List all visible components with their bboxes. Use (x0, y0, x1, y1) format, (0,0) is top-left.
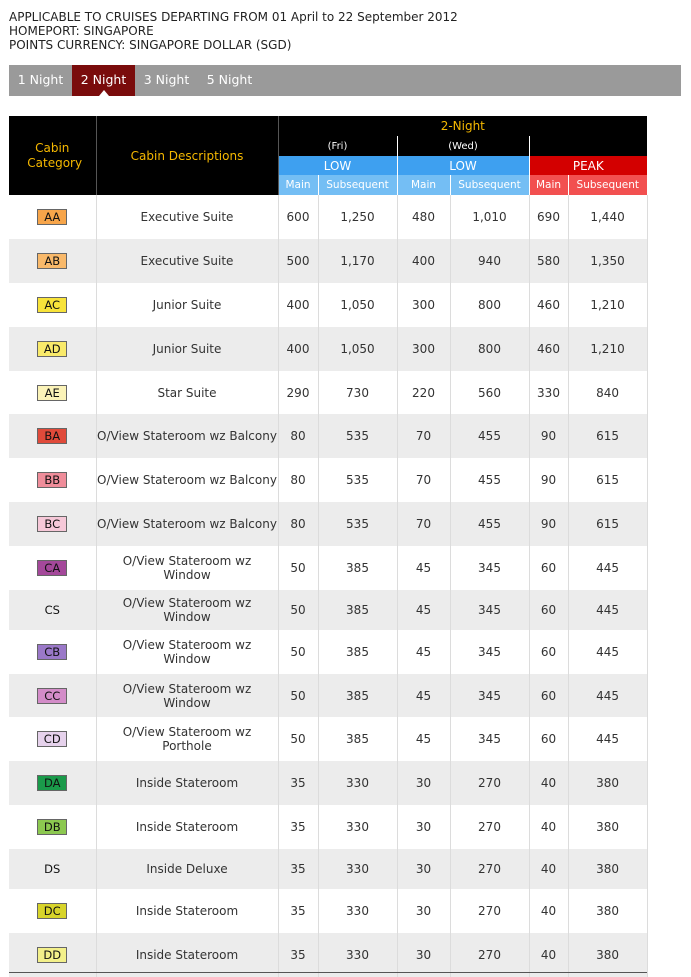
subsequent-points-cell: 535 (318, 458, 397, 502)
main-points-cell: 50 (278, 546, 318, 590)
subsequent-points-cell: 455 (450, 458, 529, 502)
main-header: Main (529, 175, 568, 195)
subsequent-points-cell: 1,010 (450, 195, 529, 239)
main-points-cell: 40 (529, 889, 568, 933)
subsequent-header: Subsequent (318, 175, 397, 195)
main-points-cell: 35 (278, 889, 318, 933)
main-points-cell: 90 (529, 458, 568, 502)
subsequent-points-cell: 1,250 (318, 195, 397, 239)
cabin-code-cell (9, 889, 96, 933)
main-points-cell: 40 (529, 761, 568, 805)
main-points-cell: 460 (529, 327, 568, 371)
main-points-cell: 690 (529, 195, 568, 239)
cabin-code-cell (9, 546, 96, 590)
cabin-description: O/View Stateroom wz Balcony (97, 429, 277, 443)
subsequent-points-cell: 345 (450, 717, 529, 761)
subsequent-points-cell: 330 (318, 933, 397, 977)
tab-3-night[interactable]: 3 Night (143, 72, 190, 87)
main-points-cell: 30 (397, 933, 450, 977)
cabin-code-cell (9, 458, 96, 502)
cabin-code-cell (9, 590, 96, 630)
day-blank-header (529, 136, 647, 156)
cabin-code-badge: AE (37, 385, 67, 401)
table-bottom-border (9, 972, 647, 973)
cabin-description-cell (96, 933, 278, 977)
subsequent-points-cell: 270 (450, 889, 529, 933)
cabin-category-label: Cabin Category (27, 140, 83, 170)
subsequent-points-cell: 380 (568, 761, 647, 805)
cabin-code-cell (9, 502, 96, 546)
cabin-description-cell (96, 717, 278, 761)
subsequent-points-cell: 535 (318, 502, 397, 546)
main-points-cell: 580 (529, 239, 568, 283)
subsequent-points-cell: 270 (450, 849, 529, 889)
cabin-code-badge: CB (37, 644, 67, 660)
day-fri-header: (Fri) (278, 136, 397, 156)
main-points-cell: 80 (278, 414, 318, 458)
cabin-description-cell (96, 458, 278, 502)
cabin-code-badge: AD (37, 341, 67, 357)
cabin-code-cell (9, 371, 96, 414)
main-points-cell: 300 (397, 283, 450, 327)
main-points-cell: 80 (278, 458, 318, 502)
cabin-code-badge: AA (37, 209, 67, 225)
subsequent-points-cell: 445 (568, 630, 647, 674)
table-row (9, 805, 647, 849)
main-points-cell: 600 (278, 195, 318, 239)
subsequent-points-cell: 800 (450, 327, 529, 371)
main-points-cell: 35 (278, 849, 318, 889)
cabin-code-cell (9, 717, 96, 761)
cabin-description: Star Suite (157, 385, 217, 400)
night-tabs (9, 65, 681, 96)
cabin-description-cell (96, 761, 278, 805)
subsequent-points-cell: 385 (318, 674, 397, 717)
table-row (9, 933, 647, 977)
main-points-cell: 45 (397, 674, 450, 717)
cabin-code-cell (9, 283, 96, 327)
subsequent-points-cell: 1,170 (318, 239, 397, 283)
cabin-description: Inside Stateroom (135, 776, 239, 790)
table-row (9, 502, 647, 546)
table-row (9, 674, 647, 717)
main-points-cell: 500 (278, 239, 318, 283)
cabin-description-cell (96, 630, 278, 674)
table-row (9, 195, 647, 239)
subsequent-points-cell: 1,210 (568, 283, 647, 327)
table-row (9, 371, 647, 414)
main-points-cell: 70 (397, 414, 450, 458)
subsequent-points-cell: 615 (568, 502, 647, 546)
cabin-code-cell (9, 630, 96, 674)
subsequent-points-cell: 940 (450, 239, 529, 283)
cabin-code-badge: BB (37, 472, 67, 488)
cabin-description-cell (96, 805, 278, 849)
homeport-text: HOMEPORT: SINGAPORE (9, 24, 154, 38)
table-row (9, 414, 647, 458)
main-points-cell: 35 (278, 805, 318, 849)
subsequent-points-cell: 535 (318, 414, 397, 458)
main-points-cell: 40 (529, 805, 568, 849)
cabin-description: O/View Stateroom wz Window (122, 596, 252, 624)
cabin-code-badge: DC (37, 903, 67, 919)
cabin-description-cell (96, 674, 278, 717)
subsequent-points-cell: 330 (318, 889, 397, 933)
subsequent-points-cell: 560 (450, 371, 529, 414)
main-points-cell: 50 (278, 590, 318, 630)
cabin-code-cell (9, 414, 96, 458)
cabin-description-cell (96, 502, 278, 546)
tab-5-night[interactable]: 5 Night (206, 72, 253, 87)
cabin-code-badge: CC (37, 688, 67, 704)
main-points-cell: 90 (529, 502, 568, 546)
cabin-code-badge: DB (37, 819, 67, 835)
main-points-cell: 30 (397, 889, 450, 933)
subsequent-points-cell: 1,050 (318, 283, 397, 327)
cabin-code-badge: AC (37, 297, 67, 313)
cabin-description-cell (96, 590, 278, 630)
main-points-cell: 30 (397, 849, 450, 889)
main-points-cell: 480 (397, 195, 450, 239)
subsequent-points-cell: 270 (450, 933, 529, 977)
main-points-cell: 460 (529, 283, 568, 327)
season-low-header-1: LOW (278, 156, 397, 175)
subsequent-points-cell: 385 (318, 546, 397, 590)
table-row (9, 630, 647, 674)
cabin-code-cell (9, 239, 96, 283)
subsequent-header: Subsequent (450, 175, 529, 195)
main-points-cell: 300 (397, 327, 450, 371)
cabin-description-cell (96, 849, 278, 889)
main-points-cell: 40 (529, 849, 568, 889)
cabin-code-cell (9, 849, 96, 889)
subsequent-points-cell: 385 (318, 590, 397, 630)
tab-1-night[interactable]: 1 Night (17, 72, 64, 87)
cabin-description: O/View Stateroom wz Balcony (97, 517, 277, 531)
cabin-description-cell (96, 283, 278, 327)
cabin-description-cell (96, 414, 278, 458)
pricing-table (9, 116, 648, 977)
table-row (9, 590, 647, 630)
subsequent-points-cell: 615 (568, 458, 647, 502)
cabin-description: Inside Stateroom (135, 948, 239, 962)
cabin-description: Junior Suite (152, 342, 222, 356)
main-header: Main (278, 175, 318, 195)
day-wed-header: (Wed) (397, 136, 529, 156)
cabin-code-badge: DA (37, 775, 67, 791)
main-points-cell: 50 (278, 674, 318, 717)
table-row (9, 717, 647, 761)
main-points-cell: 80 (278, 502, 318, 546)
main-points-cell: 35 (278, 933, 318, 977)
subsequent-points-cell: 330 (318, 761, 397, 805)
main-points-cell: 45 (397, 717, 450, 761)
main-points-cell: 70 (397, 458, 450, 502)
main-points-cell: 60 (529, 546, 568, 590)
table-row (9, 889, 647, 933)
main-points-cell: 400 (278, 283, 318, 327)
cabin-description: Executive Suite (140, 254, 234, 268)
cabin-description: O/View Stateroom wz Window (122, 681, 252, 710)
cabin-description-cell (96, 195, 278, 239)
cabin-description: Inside Stateroom (135, 820, 239, 834)
subsequent-points-cell: 345 (450, 674, 529, 717)
cabin-category-header (9, 116, 96, 195)
table-row (9, 458, 647, 502)
main-header: Main (397, 175, 450, 195)
subsequent-points-cell: 730 (318, 371, 397, 414)
main-points-cell: 35 (278, 761, 318, 805)
subsequent-points-cell: 380 (568, 849, 647, 889)
subsequent-points-cell: 270 (450, 761, 529, 805)
cabin-description: Inside Stateroom (135, 904, 239, 918)
table-row (9, 546, 647, 590)
cruise-info (9, 10, 458, 52)
table-row (9, 849, 647, 889)
subsequent-points-cell: 345 (450, 590, 529, 630)
main-points-cell: 40 (529, 933, 568, 977)
table-body (9, 195, 647, 977)
main-points-cell: 50 (278, 630, 318, 674)
cabin-code-cell (9, 805, 96, 849)
subsequent-points-cell: 380 (568, 805, 647, 849)
subsequent-points-cell: 1,050 (318, 327, 397, 371)
cabin-description: Executive Suite (140, 210, 234, 224)
table-header (9, 116, 647, 195)
table-row (9, 761, 647, 805)
cabin-code-badge: CD (37, 731, 67, 747)
cabin-code-badge: BA (37, 428, 67, 444)
subsequent-points-cell: 1,210 (568, 327, 647, 371)
main-points-cell: 30 (397, 761, 450, 805)
season-peak-header: PEAK (529, 156, 647, 175)
cabin-code-cell (9, 933, 96, 977)
subsequent-points-cell: 270 (450, 805, 529, 849)
tab-2-night[interactable]: 2 Night (72, 65, 135, 96)
cabin-description: O/View Stateroom wz Porthole (122, 725, 252, 753)
main-points-cell: 60 (529, 674, 568, 717)
cabin-code-cell (9, 674, 96, 717)
subsequent-points-cell: 380 (568, 889, 647, 933)
subsequent-points-cell: 1,440 (568, 195, 647, 239)
cabin-code-cell (9, 761, 96, 805)
cabin-description: O/View Stateroom wz Balcony (97, 473, 277, 487)
cabin-description: Junior Suite (152, 298, 222, 312)
main-points-cell: 45 (397, 546, 450, 590)
points-currency-text: POINTS CURRENCY: SINGAPORE DOLLAR (SGD) (9, 38, 292, 52)
table-row (9, 283, 647, 327)
cabin-descriptions-header: Cabin Descriptions (96, 116, 278, 195)
subsequent-points-cell: 445 (568, 674, 647, 717)
main-points-cell: 400 (397, 239, 450, 283)
cabin-code-badge: DD (37, 947, 67, 963)
main-points-cell: 30 (397, 805, 450, 849)
main-points-cell: 50 (278, 717, 318, 761)
main-points-cell: 70 (397, 502, 450, 546)
cabin-description-cell (96, 327, 278, 371)
cabin-description-cell (96, 889, 278, 933)
main-points-cell: 60 (529, 717, 568, 761)
subsequent-points-cell: 385 (318, 630, 397, 674)
subsequent-points-cell: 455 (450, 414, 529, 458)
cabin-code-cell (9, 327, 96, 371)
subsequent-points-cell: 445 (568, 717, 647, 761)
main-points-cell: 330 (529, 371, 568, 414)
cabin-code-badge: BC (37, 516, 67, 532)
main-points-cell: 60 (529, 630, 568, 674)
main-points-cell: 45 (397, 590, 450, 630)
subsequent-points-cell: 840 (568, 371, 647, 414)
cabin-code-badge: CA (37, 560, 67, 576)
subsequent-points-cell: 345 (450, 546, 529, 590)
two-night-header: 2-Night (278, 116, 647, 136)
cabin-description: Inside Deluxe (146, 862, 228, 876)
season-low-header-2: LOW (397, 156, 529, 175)
main-points-cell: 60 (529, 590, 568, 630)
main-points-cell: 290 (278, 371, 318, 414)
cabin-description: O/View Stateroom wz Window (122, 638, 252, 666)
subsequent-points-cell: 385 (318, 717, 397, 761)
cabin-description-cell (96, 239, 278, 283)
table-row (9, 239, 647, 283)
subsequent-points-cell: 345 (450, 630, 529, 674)
subsequent-points-cell: 800 (450, 283, 529, 327)
main-points-cell: 90 (529, 414, 568, 458)
subsequent-points-cell: 1,350 (568, 239, 647, 283)
cabin-description-cell (96, 546, 278, 590)
cabin-code-badge: CS (44, 603, 60, 617)
cabin-code-badge: DS (44, 862, 61, 876)
subsequent-points-cell: 330 (318, 805, 397, 849)
subsequent-points-cell: 455 (450, 502, 529, 546)
subsequent-points-cell: 615 (568, 414, 647, 458)
cabin-description: O/View Stateroom wz Window (122, 554, 252, 582)
cabin-description-cell (96, 371, 278, 414)
applicable-dates-text: APPLICABLE TO CRUISES DEPARTING FROM 01 April to 22 September 2012 (9, 10, 458, 24)
table-row (9, 327, 647, 371)
subsequent-header: Subsequent (568, 175, 647, 195)
cabin-code-cell (9, 195, 96, 239)
main-points-cell: 400 (278, 327, 318, 371)
subsequent-points-cell: 445 (568, 546, 647, 590)
subsequent-points-cell: 445 (568, 590, 647, 630)
cabin-code-badge: AB (37, 253, 67, 269)
subsequent-points-cell: 330 (318, 849, 397, 889)
main-points-cell: 220 (397, 371, 450, 414)
subsequent-points-cell: 380 (568, 933, 647, 977)
main-points-cell: 45 (397, 630, 450, 674)
